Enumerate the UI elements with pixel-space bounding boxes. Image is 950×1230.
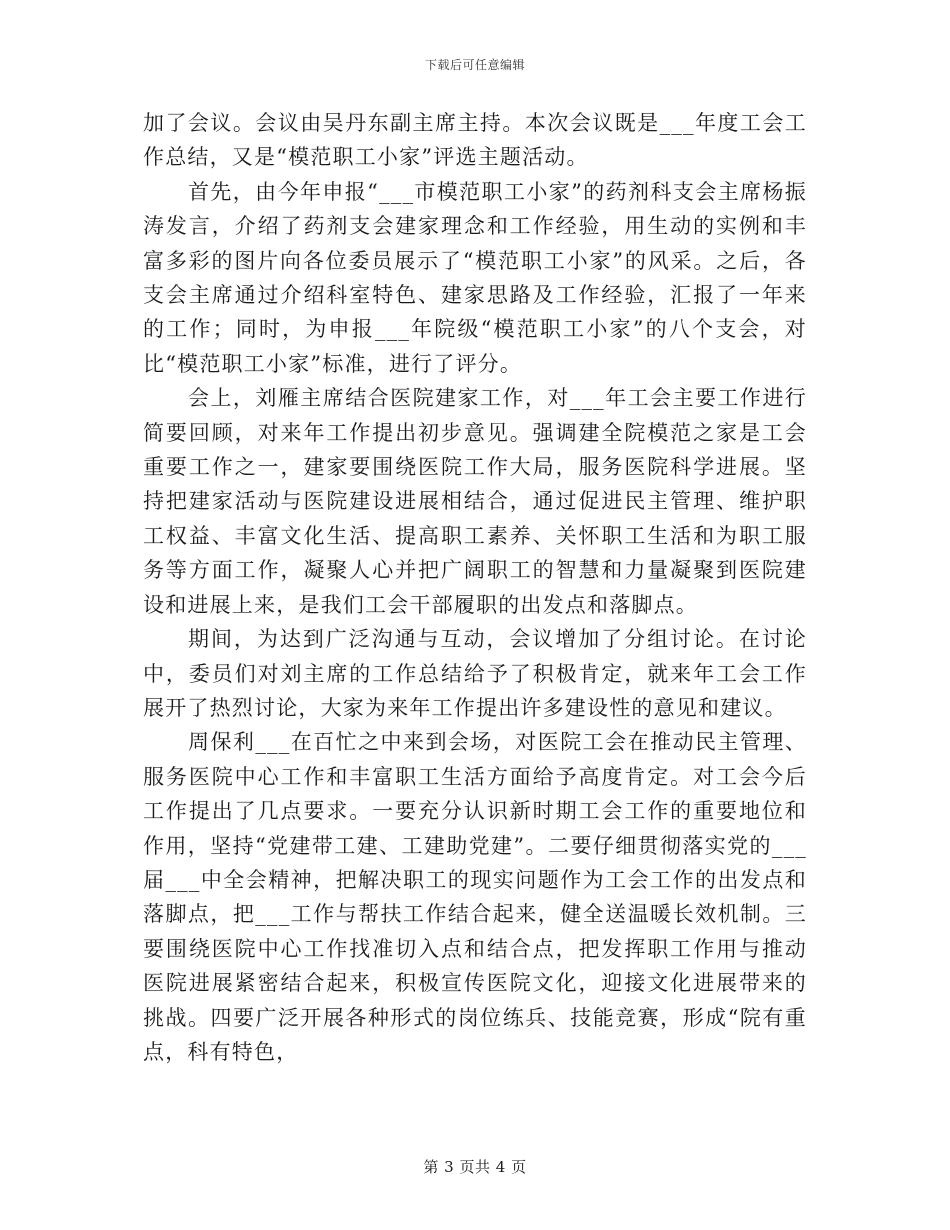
paragraph: 首先，由今年申报“___市模范职工小家”的药剂科支会主席杨振涛发言，介绍了药剂支会建家理念和工作经验，用生动的实例和丰富多彩的图片向各位委员展示了“模范职工小家”的风采。之后，各支会主席通过介绍科室特色、建家思路及工作经验，汇报了一年来的工作；同时，为申报___年院级“模范职工小家”的八个支会，对比“模范职工小家”标准，进行了评分。	[143, 179, 807, 376]
page-footer: 第 3 页共 4 页	[423, 1158, 527, 1176]
paragraph: 周保利___在百忙之中来到会场，对医院工会在推动民主管理、服务医院中心工作和丰富职工生活方面给予高度肯定。对工会今后工作提出了几点要求。一要充分认识新时期工会工作的重要地位和作用，坚持“党建带工建、工建助党建”。二要仔细贯彻落实党的___届___中全会精神，把解决职工的现实问题作为工会工作的出发点和落脚点，把___工作与帮扶工作结合起来，健全送温暖长效机制。三要围绕医院中心工作找准切入点和结合点，把发挥职工作用与推动医院进展紧密结合起来，积极宣传医院文化，迎接文化进展带来的挑战。四要广泛开展各种形式的岗位练兵、技能竞赛，形成“院有重点，科有特色，	[143, 730, 807, 1064]
paragraph-continuation: 加了会议。会议由吴丹东副主席主持。本次会议既是___年度工会工作总结，又是“模范职工小家”评选主题活动。	[143, 111, 807, 170]
page-header: 下载后可任意编辑	[424, 58, 525, 72]
paragraph: 会上，刘雁主席结合医院建家工作，对___年工会主要工作进行简要回顾，对来年工作提出初步意见。强调建全院模范之家是工会重要工作之一，建家要围绕医院工作大局，服务医院科学进展。坚持把建家活动与医院建设进展相结合，通过促进民主管理、维护职工权益、丰富文化生活、提高职工素养、关怀职工生活和为职工服务等方面工作，凝聚人心并把广阔职工的智慧和力量凝聚到医院建设和进展上来，是我们工会干部履职的出发点和落脚点。	[143, 386, 807, 617]
document-body	[143, 106, 807, 1069]
paragraph: 期间，为达到广泛沟通与互动，会议增加了分组讨论。在讨论中，委员们对刘主席的工作总结给予了积极肯定，就来年工会工作展开了热烈讨论，大家为来年工作提出许多建设性的意见和建议。	[143, 627, 807, 720]
